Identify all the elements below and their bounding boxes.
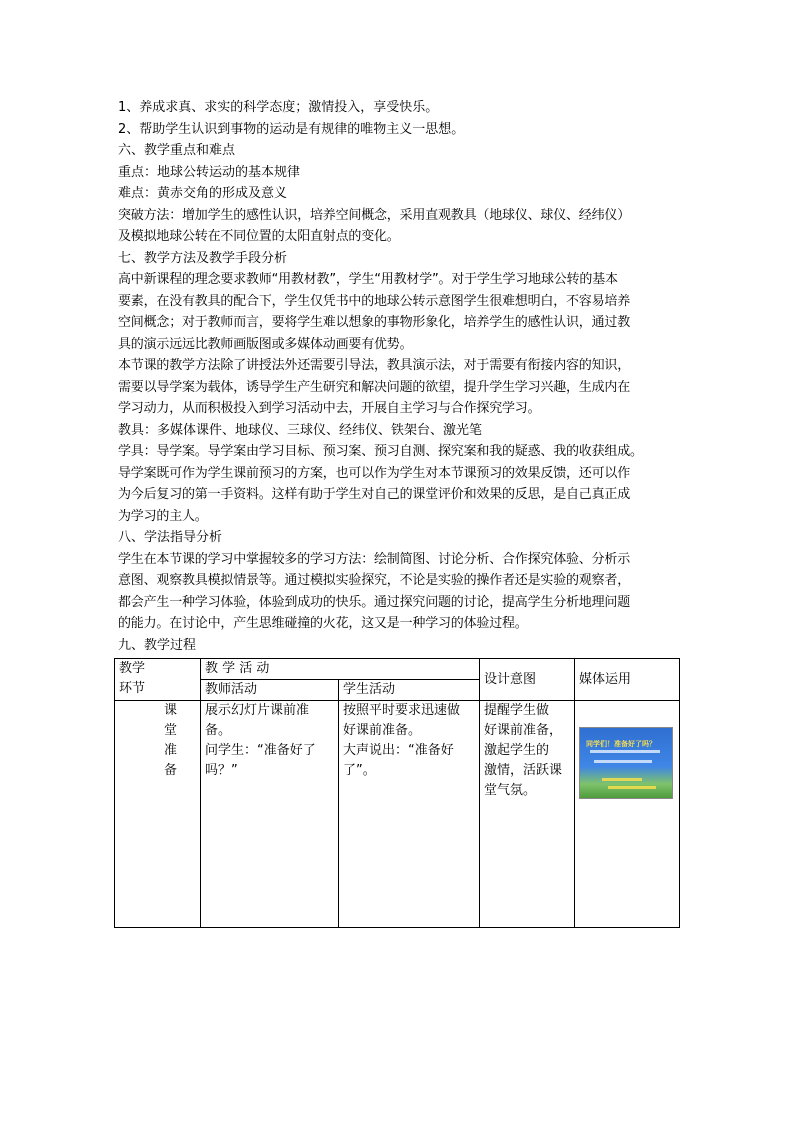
media-header-cell: 媒体运用 (575, 659, 680, 701)
stage-char: 堂 (163, 723, 177, 738)
text-line: 的能力。在讨论中，产生思维碰撞的火花，这又是一种学习的体验过程。 (118, 616, 528, 631)
stage-char: 备 (163, 763, 177, 778)
stage-header-cell (115, 659, 201, 701)
text-line: 要素，在没有教具的配合下，学生仅凭书中的地球公转示意图学生很难想明白，不容易培养 (118, 293, 631, 309)
text-line: 意图、观察教具模拟情景等。通过模拟实验探究，不论是实验的操作者还是实验的观察者， (118, 573, 631, 588)
teacher-header-cell: 教师活动 (201, 680, 339, 701)
teacher-activity-cell (201, 701, 339, 928)
text-line: 提醒学生做 (484, 703, 550, 718)
text-line: 激起学生的 (484, 743, 550, 758)
teaching-process-table (114, 658, 680, 928)
slide-decoration (590, 750, 660, 753)
text-line: 本节课的教学方法除了讲授法外还需要引导法，教具演示法，对于需要有衔接内容的知识， (118, 358, 631, 373)
text-line: 需要以导学案为载体，诱导学生产生研究和解决问题的欲望，提升学生学习兴趣，生成内在 (118, 379, 631, 395)
slide-thumbnail-icon (579, 727, 673, 799)
heading-8: 八、学法指导分析 (118, 530, 223, 545)
text-line: 学生在本节课的学习中掌握较多的学习方法：绘制简图、讨论分析、合作探究体验、分析示 (118, 551, 631, 567)
design-intent-cell (480, 701, 575, 928)
text-line: 了”。 (343, 763, 376, 778)
student-header-cell: 学生活动 (339, 680, 480, 701)
guide-paragraph (118, 549, 678, 635)
study-paragraph (118, 441, 678, 527)
slide-decoration (608, 786, 656, 789)
text-line: 好课前准备， (484, 723, 563, 738)
media-cell (575, 701, 680, 928)
text-line: 激情，活跃课 (484, 763, 563, 778)
stage-char: 课 (163, 703, 177, 718)
text-line: 按照平时要求迅速做 (343, 703, 461, 718)
key-point: 重点：地球公转运动的基本规律 (118, 164, 301, 180)
heading-6: 六、教学重点和难点 (118, 143, 236, 158)
text-line: 为学习的主人。 (118, 508, 208, 524)
objective-2: 2、帮助学生认识到事物的运动是有规律的唯物主义一思想。 (118, 121, 465, 137)
text-line: 好课前准备。 (343, 723, 422, 738)
method-paragraph (118, 355, 678, 420)
text-line: 高中新课程的理念要求教师“用教材教”，学生“用教材学”。对于学生学习地球公转的基本 (118, 272, 618, 287)
difficult-point: 难点：黄赤交角的形成及意义 (118, 186, 288, 201)
text-line: 吗？” (205, 763, 238, 778)
text-line: 备。 (205, 723, 232, 738)
student-activity-cell (339, 701, 480, 928)
text-line: 大声说出：“准备好 (343, 743, 454, 758)
text-line: 及模拟地球公转在不同位置的太阳直射点的变化。 (118, 229, 400, 244)
stage-cell (115, 701, 201, 928)
text-line: 学习动力，从而积极投入到学习活动中去，开展自主学习与合作探究学习。 (118, 401, 541, 416)
curriculum-paragraph (118, 269, 678, 355)
stage-header-line: 教学 (119, 661, 146, 676)
text-line: 展示幻灯片课前准 (205, 703, 310, 718)
text-line: 具的演示远远比教师画版图或多媒体动画要有优势。 (118, 336, 413, 352)
intent-header-cell: 设计意图 (480, 659, 575, 701)
text-line: 堂气氛。 (484, 783, 537, 798)
text-line: 都会产生一种学习体验，体验到成功的快乐。通过探究问题的讨论，提高学生分析地理问题 (118, 594, 631, 610)
heading-9: 九、教学过程 (118, 637, 197, 653)
stage-header-line: 环节 (119, 681, 146, 696)
heading-7: 七、教学方法及教学手段分析 (118, 250, 288, 266)
stage-char: 准 (163, 743, 177, 758)
slide-decoration (602, 778, 642, 781)
breakthrough-paragraph (118, 205, 678, 248)
document-body (118, 97, 678, 656)
text-line: 空间概念；对于教师而言，要将学生难以想象的事物形象化，培养学生的感性认识，通过教 (118, 315, 631, 330)
objective-1: 1、养成求真、求实的科学态度；激情投入，享受快乐。 (118, 100, 439, 115)
text-line: 为今后复习的第一手资料。这样有助于学生对自己的课堂评价和效果的反思，是自己真正成 (118, 487, 631, 502)
slide-decoration (594, 760, 652, 763)
slide-thumbnail-title: 同学们！准备好了吗？ (586, 740, 656, 748)
activity-header-cell: 教 学 活 动 (201, 659, 480, 680)
tools-line: 教具：多媒体课件、地球仪、三球仪、经纬仪、铁架台、激光笔 (118, 422, 483, 438)
text-line: 突破方法：增加学生的感性认识，培养空间概念，采用直观教具（地球仪、球仪、经纬仪） (118, 207, 631, 223)
text-line: 导学案既可作为学生课前预习的方案，也可以作为学生对本节课预习的效果反馈，还可以作 (118, 465, 631, 481)
text-line: 学具：导学案。导学案由学习目标、预习案、预习自测、探究案和我的疑惑、我的收获组成。 (118, 444, 643, 459)
text-line: 问学生：“准备好了 (205, 743, 316, 758)
